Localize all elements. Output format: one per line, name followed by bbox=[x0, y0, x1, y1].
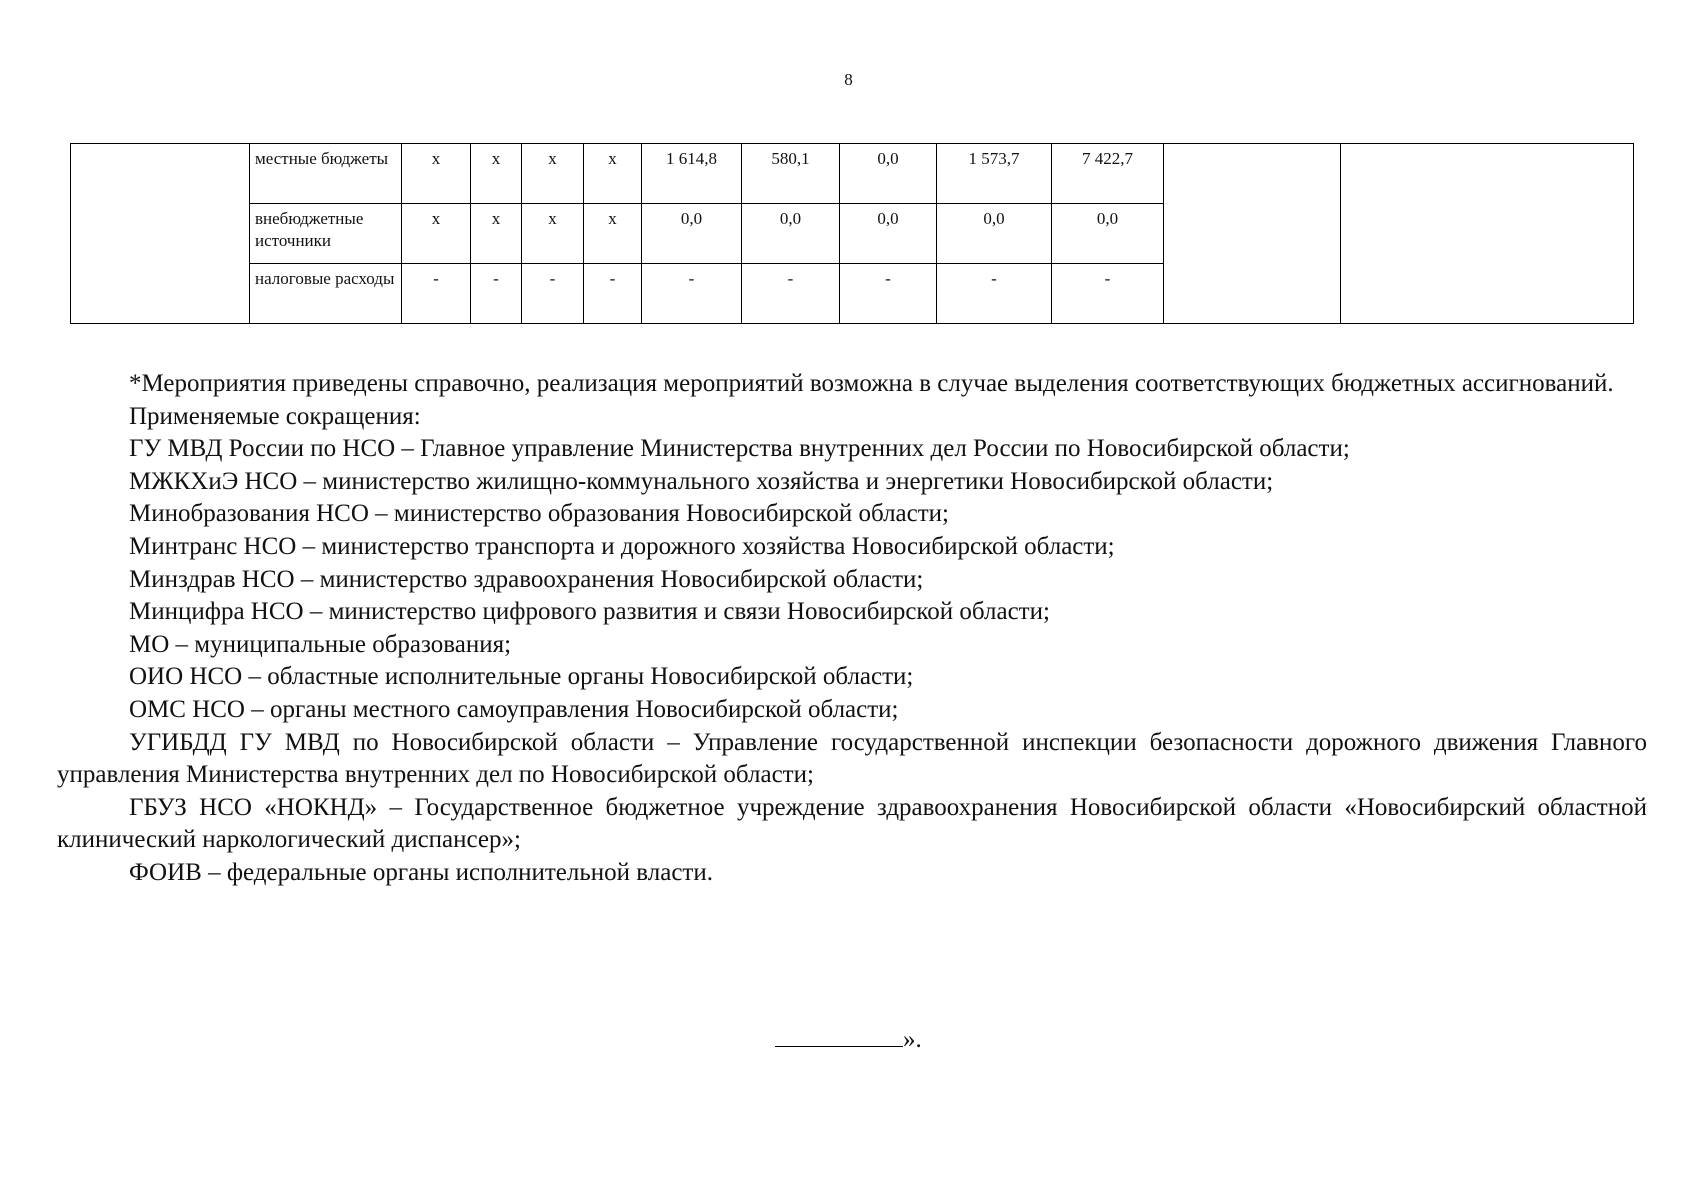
value-cell: 7 422,7 bbox=[1052, 144, 1164, 204]
abbreviation-item: МО – муниципальные образования; bbox=[129, 630, 512, 658]
abbreviations-title: Применяемые сокращения: bbox=[129, 402, 421, 430]
value-cell: 0,0 bbox=[937, 204, 1052, 264]
value-cell: - bbox=[402, 264, 471, 324]
value-cell: 0,0 bbox=[742, 204, 840, 264]
funding-source-cell: налоговые расходы bbox=[250, 264, 402, 324]
value-cell: - bbox=[522, 264, 584, 324]
closing-mark bbox=[775, 1026, 922, 1054]
value-cell: 1 614,8 bbox=[642, 144, 742, 204]
value-cell: - bbox=[642, 264, 742, 324]
value-cell: - bbox=[840, 264, 937, 324]
value-cell: 0,0 bbox=[840, 144, 937, 204]
abbreviation-item: Минтранс НСО – министерство транспорта и дорожного хозяйства Новосибирской области; bbox=[129, 532, 1115, 560]
value-cell: 580,1 bbox=[742, 144, 840, 204]
abbreviation-item: УГИБДД ГУ МВД по Новосибирской области – Управление государственной инспекции безопасности дорожного движения Главного управления Министерства внутренних дел по Новосибирской области; bbox=[57, 728, 1647, 789]
notes-section bbox=[57, 368, 1647, 890]
table-row bbox=[71, 144, 1634, 204]
closing-quote: ». bbox=[903, 1026, 922, 1053]
value-cell: x bbox=[402, 204, 471, 264]
funding-source-cell: местные бюджеты bbox=[250, 144, 402, 204]
value-cell: 0,0 bbox=[840, 204, 937, 264]
value-cell: - bbox=[742, 264, 840, 324]
value-cell: x bbox=[522, 144, 584, 204]
abbreviation-item: Минцифра НСО – министерство цифрового развития и связи Новосибирской области; bbox=[129, 598, 1050, 626]
executor-cell bbox=[1164, 144, 1341, 324]
abbreviation-item: Минобразования НСО – министерство образования Новосибирской области; bbox=[129, 500, 949, 528]
value-cell: 0,0 bbox=[642, 204, 742, 264]
abbreviation-item: ОИО НСО – областные исполнительные органы Новосибирской области; bbox=[129, 663, 914, 691]
abbreviation-item: Минздрав НСО – министерство здравоохранения Новосибирской области; bbox=[129, 565, 924, 593]
value-cell: x bbox=[471, 144, 522, 204]
abbreviations-list bbox=[57, 433, 1647, 889]
footnote: *Мероприятия приведены справочно, реализация мероприятий возможна в случае выделения соответствующих бюджетных ассигнований. bbox=[129, 370, 1614, 397]
signature-line bbox=[775, 1026, 903, 1047]
budget-table bbox=[70, 143, 1634, 324]
abbreviation-item: МЖКХиЭ НСО – министерство жилищно-коммунального хозяйства и энергетики Новосибирской области; bbox=[129, 467, 1274, 495]
value-cell: x bbox=[471, 204, 522, 264]
value-cell: - bbox=[471, 264, 522, 324]
value-cell: - bbox=[1052, 264, 1164, 324]
value-cell: x bbox=[584, 144, 642, 204]
funding-source-cell: внебюджетные источники bbox=[250, 204, 402, 264]
abbreviation-item: ФОИВ – федеральные органы исполнительной власти. bbox=[129, 858, 713, 886]
result-cell bbox=[1341, 144, 1634, 324]
value-cell: - bbox=[937, 264, 1052, 324]
abbreviation-item: ОМС НСО – органы местного самоуправления Новосибирской области; bbox=[129, 695, 899, 723]
page-number: 8 bbox=[844, 70, 853, 89]
value-cell: - bbox=[584, 264, 642, 324]
value-cell: x bbox=[584, 204, 642, 264]
merged-empty-cell bbox=[71, 144, 250, 324]
value-cell: 1 573,7 bbox=[937, 144, 1052, 204]
abbreviation-item: ГУ МВД России по НСО – Главное управление Министерства внутренних дел России по Новосибирской области; bbox=[129, 435, 1350, 463]
value-cell: 0,0 bbox=[1052, 204, 1164, 264]
value-cell: x bbox=[402, 144, 471, 204]
abbreviation-item: ГБУЗ НСО «НОКНД» – Государственное бюджетное учреждение здравоохранения Новосибирской области «Новосибирский областной клинический наркологический диспансер»; bbox=[57, 793, 1647, 854]
value-cell: x bbox=[522, 204, 584, 264]
